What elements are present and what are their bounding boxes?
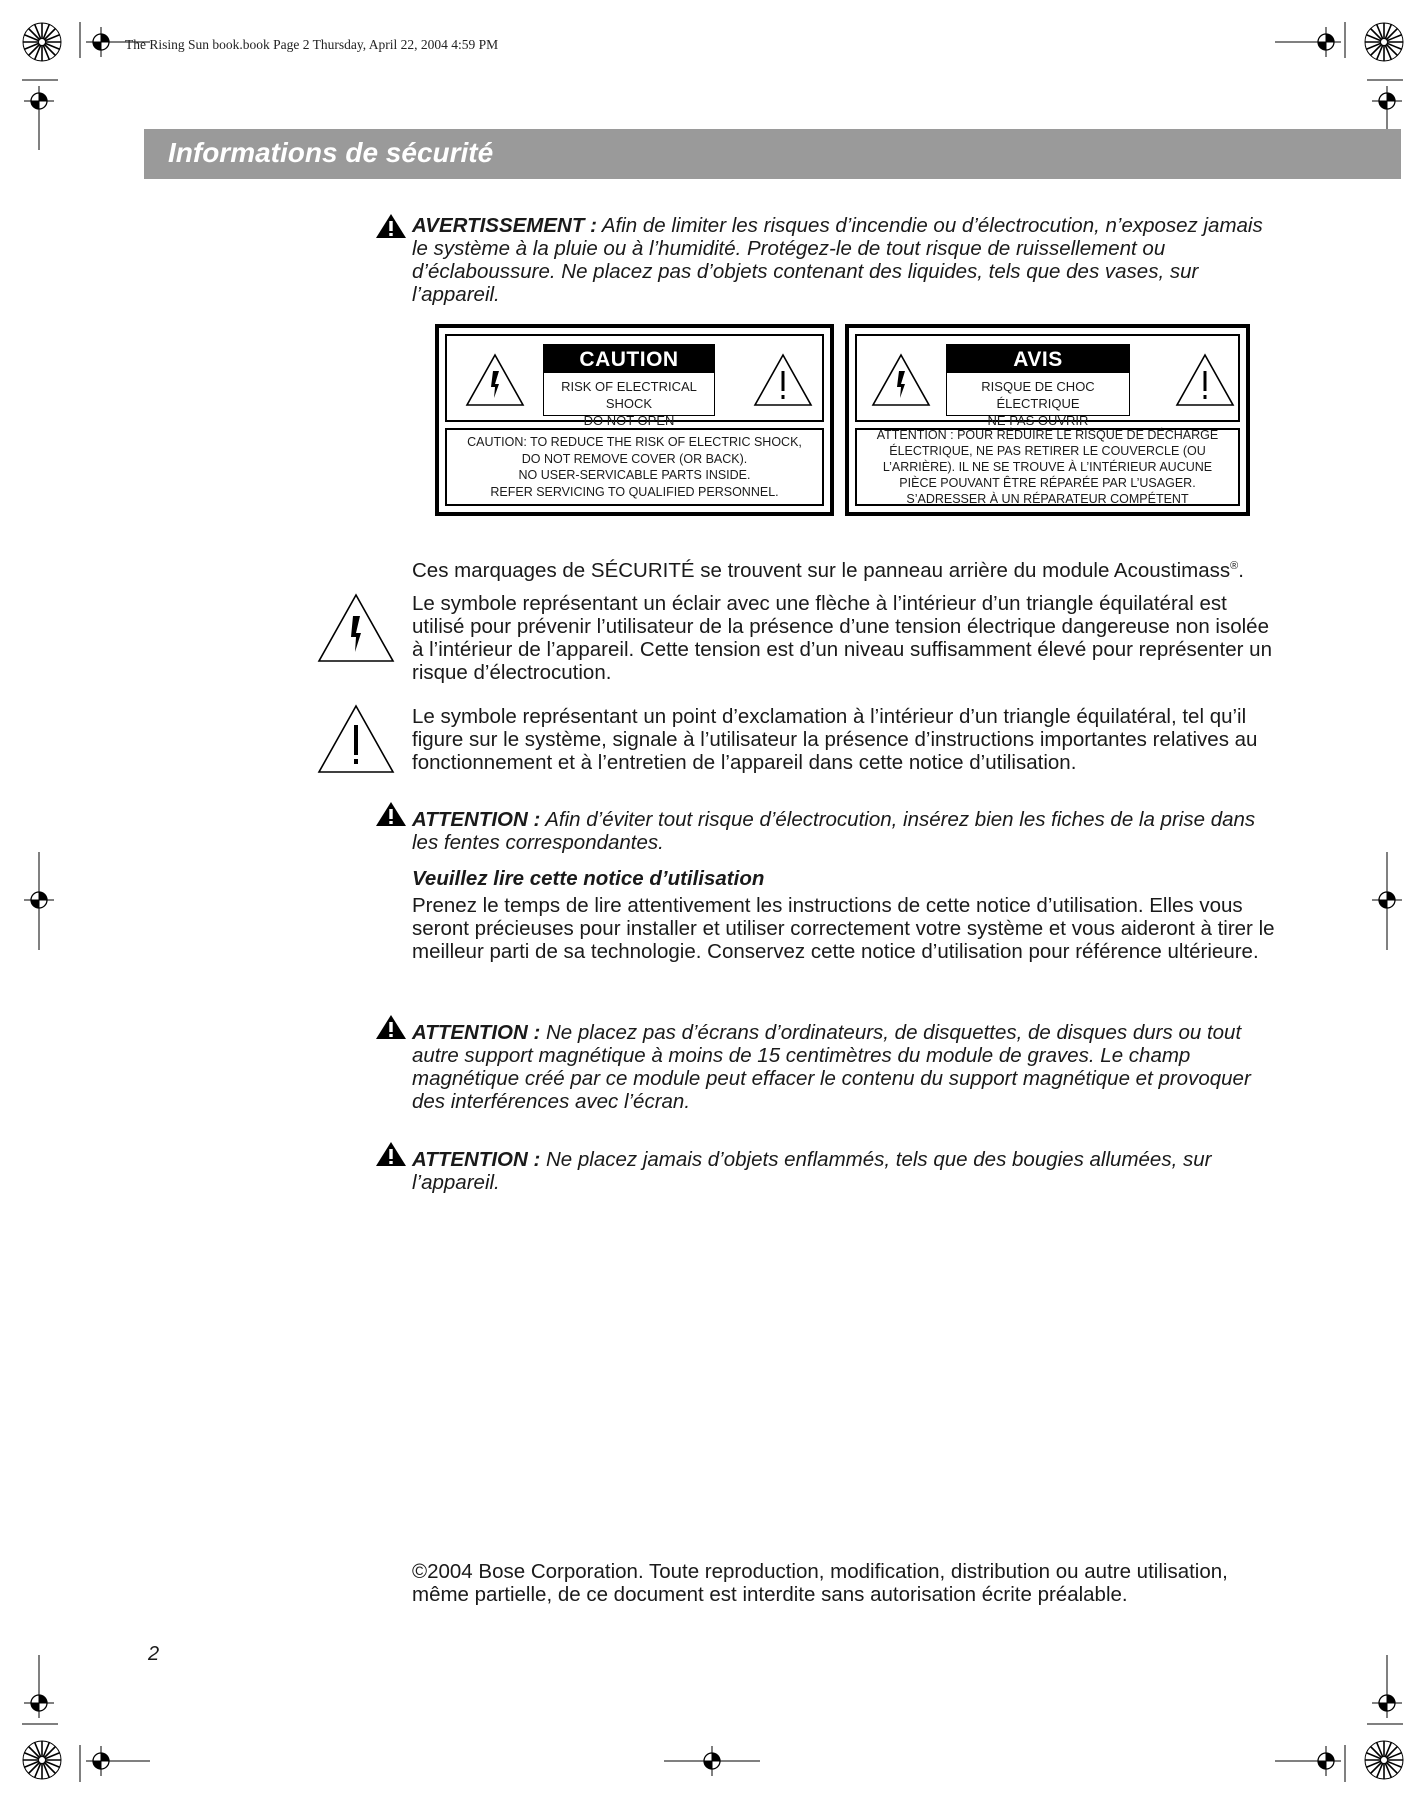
lightning-triangle-icon xyxy=(870,352,932,408)
warning-lead: AVERTISSEMENT : xyxy=(412,214,597,237)
caution-header: CAUTION xyxy=(544,345,714,373)
avis-body-4: PIÈCE POUVANT ÊTRE RÉPARÉE PAR L’USAGER. xyxy=(899,476,1196,490)
section-title-bar xyxy=(144,129,1401,179)
read-notice-text: Prenez le temps de lire attentivement les instructions de cette notice d’utilisation. Elles vous seront précieuses pour installer et utiliser correctement votre système et vous aideront à tirer le meilleur parti de sa technologie. Conservez cette notice d’utilisation pour référence ultérieure. xyxy=(412,894,1275,963)
exclamation-triangle-icon xyxy=(316,703,396,775)
avis-body-5: S’ADRESSER À UN RÉPARATEUR COMPÉTENT xyxy=(906,492,1189,506)
caution-line1: RISK OF ELECTRICAL SHOCK xyxy=(561,379,697,411)
caution-body xyxy=(445,428,824,506)
avis-header-box xyxy=(946,344,1130,428)
page-number: 2 xyxy=(148,1643,160,1665)
caution-body-2: DO NOT REMOVE COVER (OR BACK). xyxy=(521,451,748,466)
caution-body-4: REFER SERVICING TO QUALIFIED PERSONNEL. xyxy=(490,484,779,499)
exclamation-triangle-icon xyxy=(752,352,814,408)
caution-body-1: CAUTION: TO REDUCE THE RISK OF ELECTRIC SHOCK, xyxy=(467,435,802,449)
attention-lead-3: ATTENTION : xyxy=(412,1148,541,1171)
avis-label xyxy=(845,324,1250,516)
caution-header-box xyxy=(543,344,715,428)
markings-text: Ces marquages de SÉCURITÉ se trouvent sur le panneau arrière du module Acoustimass xyxy=(412,558,1231,582)
markings-paragraph xyxy=(412,555,1282,582)
exclamation-symbol-paragraph: Le symbole représentant un point d’exclamation à l’intérieur d’un triangle équilatéral, tel qu’il figure sur le système, signale à l’utilisateur la présence d’instructions importantes relatives au fonctionnement et à l’entretien de l’appareil dans cette notice d’utilisation. xyxy=(412,705,1258,774)
avis-body-1: ATTENTION : POUR RÉDUIRE LE RISQUE DE DÉCHARGE xyxy=(876,428,1219,442)
lightning-triangle-icon xyxy=(464,352,526,408)
copyright-notice: ©2004 Bose Corporation. Toute reproduction, modification, distribution ou autre utilisation, même partielle, de ce document est interdite sans autorisation écrite préalable. xyxy=(412,1560,1228,1606)
read-notice-heading: Veuillez lire cette notice d’utilisation xyxy=(412,867,765,890)
caution-label-top xyxy=(445,334,824,428)
attention-paragraph-3 xyxy=(412,1148,1282,1194)
warning-icon xyxy=(374,1013,408,1041)
lightning-symbol-paragraph: Le symbole représentant un éclair avec une flèche à l’intérieur d’un triangle équilatéral est utilisé pour prévenir l’utilisateur de la présence d’une tension électrique dangereuse non isolée à l’intérieur de l’appareil. Cette tension est d’un niveau suffisamment élevé pour représenter un risque d’électrocution. xyxy=(412,592,1272,684)
registered-mark: ® xyxy=(1230,560,1239,572)
avis-body xyxy=(855,428,1240,506)
warning-text: Afin de limiter les risques d’incendie ou d’électrocution, n’exposez jamais le système à la pluie ou à l’humidité. Protégez-le de tout risque de ruissellement ou d’éclaboussure. Ne placez pas d’objets contenant des liquides, tels que des vases, sur l’appareil. xyxy=(412,214,1263,306)
markings-end: . xyxy=(1238,558,1244,582)
avis-label-top xyxy=(855,334,1240,428)
caution-label xyxy=(435,324,834,516)
caution-body-3: NO USER-SERVICABLE PARTS INSIDE. xyxy=(518,468,751,482)
avis-line2: NE PAS OUVRIR xyxy=(987,413,1089,428)
warning-paragraph xyxy=(412,214,1282,306)
attention-text-1: Afin d’éviter tout risque d’électrocution, insérez bien les fiches de la prise dans les fentes correspondantes. xyxy=(412,808,1256,854)
page-title: Informations de sécurité xyxy=(168,137,494,168)
read-notice-section xyxy=(412,867,1282,963)
attention-lead-2: ATTENTION : xyxy=(412,1021,541,1044)
attention-lead-1: ATTENTION : xyxy=(412,808,541,831)
warning-icon xyxy=(374,800,408,828)
avis-line1: RISQUE DE CHOC ÉLECTRIQUE xyxy=(981,379,1095,411)
warning-icon xyxy=(374,1140,408,1168)
exclamation-triangle-icon xyxy=(1174,352,1236,408)
warning-icon xyxy=(374,212,408,240)
print-slug: The Rising Sun book.book Page 2 Thursday, April 22, 2004 4:59 PM xyxy=(125,37,499,52)
avis-body-3: L’ARRIÈRE). IL NE SE TROUVE À L’INTÉRIEUR AUCUNE xyxy=(882,460,1213,474)
attention-text-2: Ne placez pas d’écrans d’ordinateurs, de disquettes, de disques durs ou tout autre support magnétique à moins de 15 centimètres du module de graves. Le champ magnétique créé par ce module peut effacer le contenu du support magnétique et provoquer des interférences avec l’écran. xyxy=(412,1021,1251,1113)
avis-header: AVIS xyxy=(947,345,1129,373)
attention-paragraph-1 xyxy=(412,808,1282,854)
avis-body-2: ÉLECTRIQUE, NE PAS RETIRER LE COUVERCLE (OU xyxy=(889,444,1206,458)
attention-paragraph-2 xyxy=(412,1021,1282,1113)
attention-text-3: Ne placez jamais d’objets enflammés, tels que des bougies allumées, sur l’appareil. xyxy=(412,1148,1212,1194)
caution-line2: DO NOT OPEN xyxy=(583,413,675,428)
lightning-triangle-icon xyxy=(316,592,396,664)
